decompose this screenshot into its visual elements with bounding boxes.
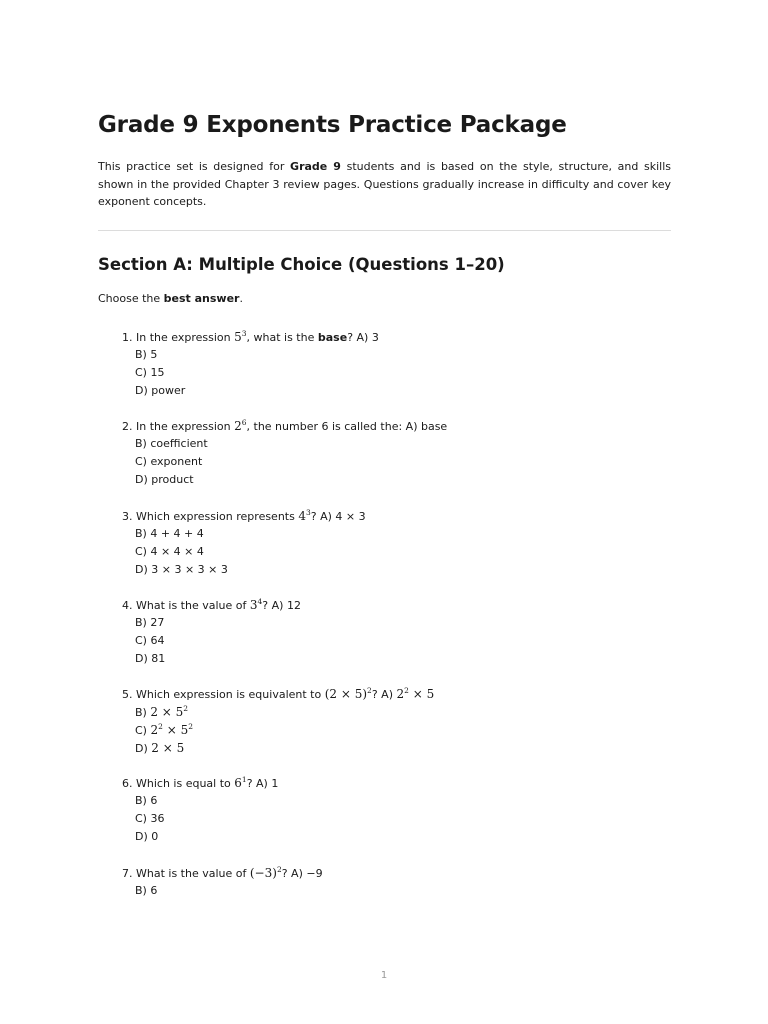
answer-option: D) 0 (135, 830, 159, 843)
answer-option (122, 703, 662, 721)
math-exponent: 2 (276, 865, 282, 874)
stem-text: What is the value of (136, 867, 250, 880)
stem-text: ? A) (371, 688, 397, 701)
answer-option: D) product (135, 473, 194, 486)
math-exponent: 1 (241, 775, 247, 784)
math-base: 4 (298, 509, 306, 523)
question-7 (122, 864, 662, 900)
question-number: 3. (122, 510, 133, 523)
stem-text: ? A) 1 (246, 777, 279, 790)
math-exponent: 2 (158, 722, 163, 731)
stem-text: , the number 6 is called the: A) base (246, 420, 448, 433)
instruction-pre: Choose the (98, 292, 164, 305)
answer-option: C) 64 (135, 634, 165, 647)
stem-text: What is the value of (136, 599, 250, 612)
math-exponent: 2 (404, 686, 409, 695)
answer-option (122, 721, 662, 739)
page-number: 1 (380, 970, 388, 981)
question-number: 7. (122, 867, 133, 880)
instruction-bold: best answer (163, 292, 240, 305)
math-expression (396, 687, 434, 701)
option-label: C) (135, 724, 151, 737)
question-number: 2. (122, 420, 133, 433)
math-expression (234, 419, 246, 433)
stem-text: In the expression (136, 331, 235, 344)
stem-text: ? A) 4 × 3 (310, 510, 366, 523)
math-exponent: 3 (305, 508, 311, 517)
question-5 (122, 685, 662, 757)
answer-option: B) 5 (135, 348, 158, 361)
intro-text-rest: students and is based on the style, structure, and skills shown in the provided Chapter 3 review pages. Questions gradually increase in difficulty and cover key exponent concepts. (98, 160, 672, 208)
math-exponent: 6 (241, 418, 247, 427)
answer-option: D) 81 (135, 652, 166, 665)
math-base: × 5 (162, 723, 189, 737)
question-2 (122, 417, 662, 489)
math-expression (150, 723, 193, 737)
question-stem (122, 328, 662, 346)
horizontal-divider (98, 230, 671, 231)
question-1 (122, 328, 662, 400)
stem-text: , what is the (246, 331, 318, 344)
answer-option: D) power (135, 384, 186, 397)
stem-text: Which is equal to (136, 777, 235, 790)
section-title: Section A: Multiple Choice (Questions 1–20) (98, 255, 505, 274)
math-exponent: 3 (241, 329, 247, 338)
math-exponent: 2 (183, 704, 189, 713)
page-title: Grade 9 Exponents Practice Package (98, 112, 567, 138)
math-base: 2 (150, 723, 159, 737)
question-stem (122, 864, 662, 882)
answer-option: B) 27 (135, 616, 165, 629)
intro-bold: Grade 9 (290, 160, 341, 173)
question-6 (122, 774, 662, 846)
intro-text: This practice set is designed for (98, 160, 291, 173)
question-4 (122, 596, 662, 668)
math-expression (250, 866, 282, 880)
question-3 (122, 507, 662, 579)
math-exponent: 2 (367, 686, 372, 695)
stem-text: ? A) 3 (347, 331, 379, 344)
answer-option: C) 36 (135, 812, 165, 825)
stem-bold: base (317, 331, 348, 344)
question-number: 1. (122, 331, 133, 344)
math-base: 2 (396, 687, 405, 701)
answer-option: B) coefficient (135, 437, 208, 450)
math-base: (2 × 5) (324, 687, 368, 701)
stem-text: ? A) −9 (281, 867, 323, 880)
math-base: (−3) (249, 866, 277, 880)
math-expression (234, 330, 246, 344)
option-label: B) (135, 706, 151, 719)
instruction-post: . (239, 292, 243, 305)
intro-paragraph (98, 158, 671, 211)
answer-option: C) exponent (135, 455, 203, 468)
math-expression (234, 776, 246, 790)
answer-option: C) 15 (135, 366, 165, 379)
math-expression (250, 598, 262, 612)
answer-option: B) 6 (135, 884, 158, 897)
stem-text: Which expression represents (136, 510, 299, 523)
stem-text: ? A) 12 (262, 599, 301, 612)
math-base: 5 (234, 330, 242, 344)
question-stem (122, 417, 662, 435)
question-number: 6. (122, 777, 133, 790)
answer-option: B) 6 (135, 794, 158, 807)
math-base: 2 × 5 (150, 705, 184, 719)
math-base: 6 (234, 776, 242, 790)
question-stem (122, 685, 662, 703)
math-expression (298, 509, 310, 523)
math-expression: 2 × 5 (151, 741, 185, 755)
question-stem (122, 774, 662, 792)
option-label: D) (135, 742, 152, 755)
stem-text: Which expression is equivalent to (136, 688, 325, 701)
instruction-text (98, 292, 243, 305)
math-rest: × 5 (408, 687, 435, 701)
answer-option: C) 4 × 4 × 4 (135, 545, 204, 558)
stem-text: In the expression (136, 420, 235, 433)
math-exponent: 4 (257, 597, 263, 606)
answer-option: B) 4 + 4 + 4 (135, 527, 204, 540)
math-expression (325, 687, 372, 701)
answer-option (122, 739, 662, 757)
math-expression (150, 705, 188, 719)
question-number: 5. (122, 688, 133, 701)
math-base: 2 (234, 419, 242, 433)
answer-option: D) 3 × 3 × 3 × 3 (135, 563, 228, 576)
question-stem (122, 596, 662, 614)
question-number: 4. (122, 599, 133, 612)
question-stem (122, 507, 662, 525)
math-exponent: 2 (188, 722, 193, 731)
math-base: 3 (249, 598, 258, 612)
